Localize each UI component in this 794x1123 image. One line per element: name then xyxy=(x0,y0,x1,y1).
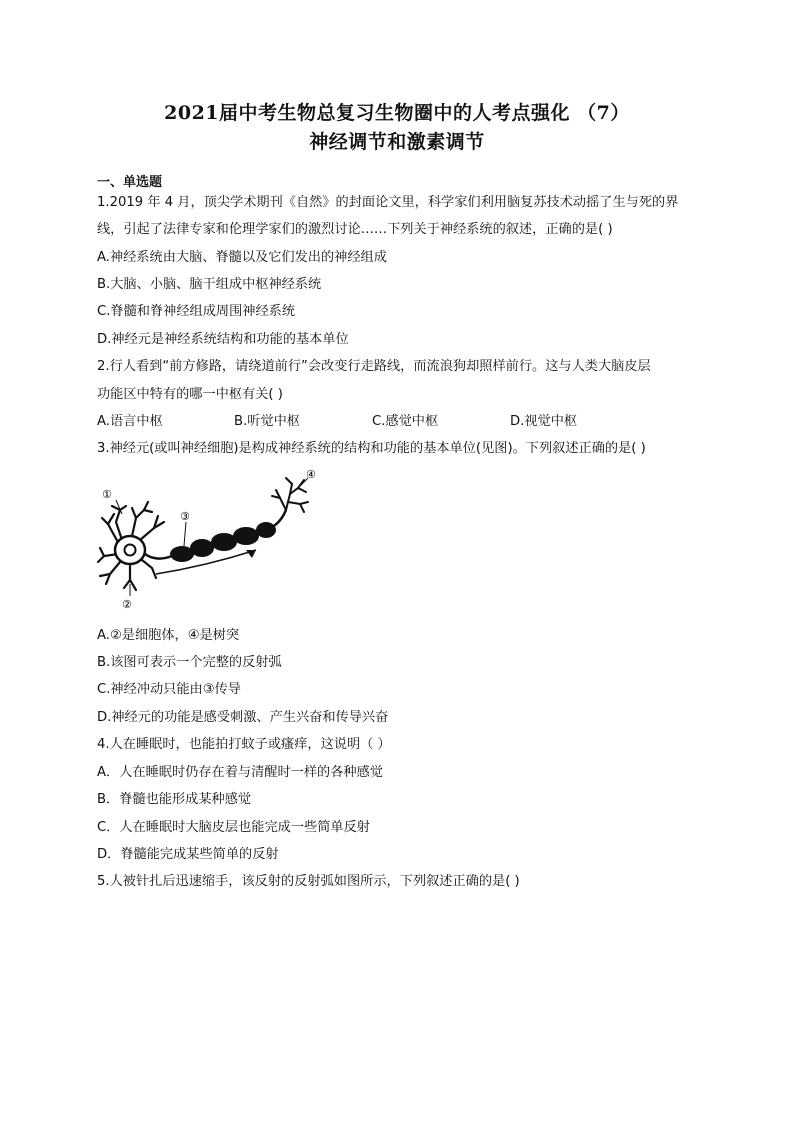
q4-stem: 4.人在睡眠时，也能拍打蚊子或瘙痒，这说明（ ） xyxy=(97,737,391,752)
doc-title-line2: 神经调节和激素调节 xyxy=(309,131,485,153)
neuron-figure xyxy=(96,462,326,614)
q1-option-a: A.神经系统由大脑、脊髓以及它们发出的神经组成 xyxy=(97,250,387,265)
q5-stem: 5.人被针扎后迅速缩手，该反射的反射弧如图所示，下列叙述正确的是( ) xyxy=(97,874,520,889)
nucleus-shape xyxy=(125,545,136,556)
doc-title-line1: 2021届中考生物总复习生物圈中的人考点强化 （7） xyxy=(164,102,630,124)
q3-stem: 3.神经元(或叫神经细胞)是构成神经系统的结构和功能的基本单位(见图)。下列叙述正确的是( ) xyxy=(97,441,646,456)
q2-option-a: A.语言中枢 xyxy=(97,414,163,429)
q2-stem-line1: 2.行人看到“前方修路，请绕道前行”会改变行走路线，而流浪狗却照样前行。这与人类大脑皮层 xyxy=(97,359,651,374)
label-4: ④ xyxy=(306,468,316,481)
q4-option-c: C．人在睡眠时大脑皮层也能完成一些简单反射 xyxy=(97,820,370,835)
q4-option-d: D．脊髓能完成某些简单的反射 xyxy=(97,847,279,862)
q3-option-a: A.②是细胞体，④是树突 xyxy=(97,628,240,643)
neuron-diagram xyxy=(96,462,326,614)
q3-option-c: C.神经冲动只能由③传导 xyxy=(97,682,241,697)
q4-option-b: B．脊髓也能形成某种感觉 xyxy=(97,792,252,807)
q1-stem-line1: 1.2019 年 4 月，顶尖学术期刊《自然》的封面论文里，科学家们利用脑复苏技术动摇了生与死的界 xyxy=(97,195,679,210)
section-heading: 一、单选题 xyxy=(97,175,163,190)
q2-option-b: B.听觉中枢 xyxy=(234,414,300,429)
label-2: ② xyxy=(122,598,132,611)
q1-stem-line2: 线，引起了法律专家和伦理学家们的激烈讨论……下列关于神经系统的叙述，正确的是( ) xyxy=(97,222,613,237)
q2-stem-line2: 功能区中特有的哪一中枢有关( ) xyxy=(97,387,283,402)
q3-option-b: B.该图可表示一个完整的反射弧 xyxy=(97,655,282,670)
q2-option-c: C.感觉中枢 xyxy=(372,414,439,429)
label-3: ③ xyxy=(180,510,190,523)
q2-option-d: D.视觉中枢 xyxy=(510,414,578,429)
q3-option-d: D.神经元的功能是感受刺激、产生兴奋和传导兴奋 xyxy=(97,710,389,725)
q1-option-b: B.大脑、小脑、脑干组成中枢神经系统 xyxy=(97,277,322,292)
q4-option-a: A．人在睡眠时仍存在着与清醒时一样的各种感觉 xyxy=(97,765,383,780)
label-1: ① xyxy=(102,488,112,501)
q1-option-d: D.神经元是神经系统结构和功能的基本单位 xyxy=(97,332,349,347)
q1-option-c: C.脊髓和脊神经组成周围神经系统 xyxy=(97,304,296,319)
